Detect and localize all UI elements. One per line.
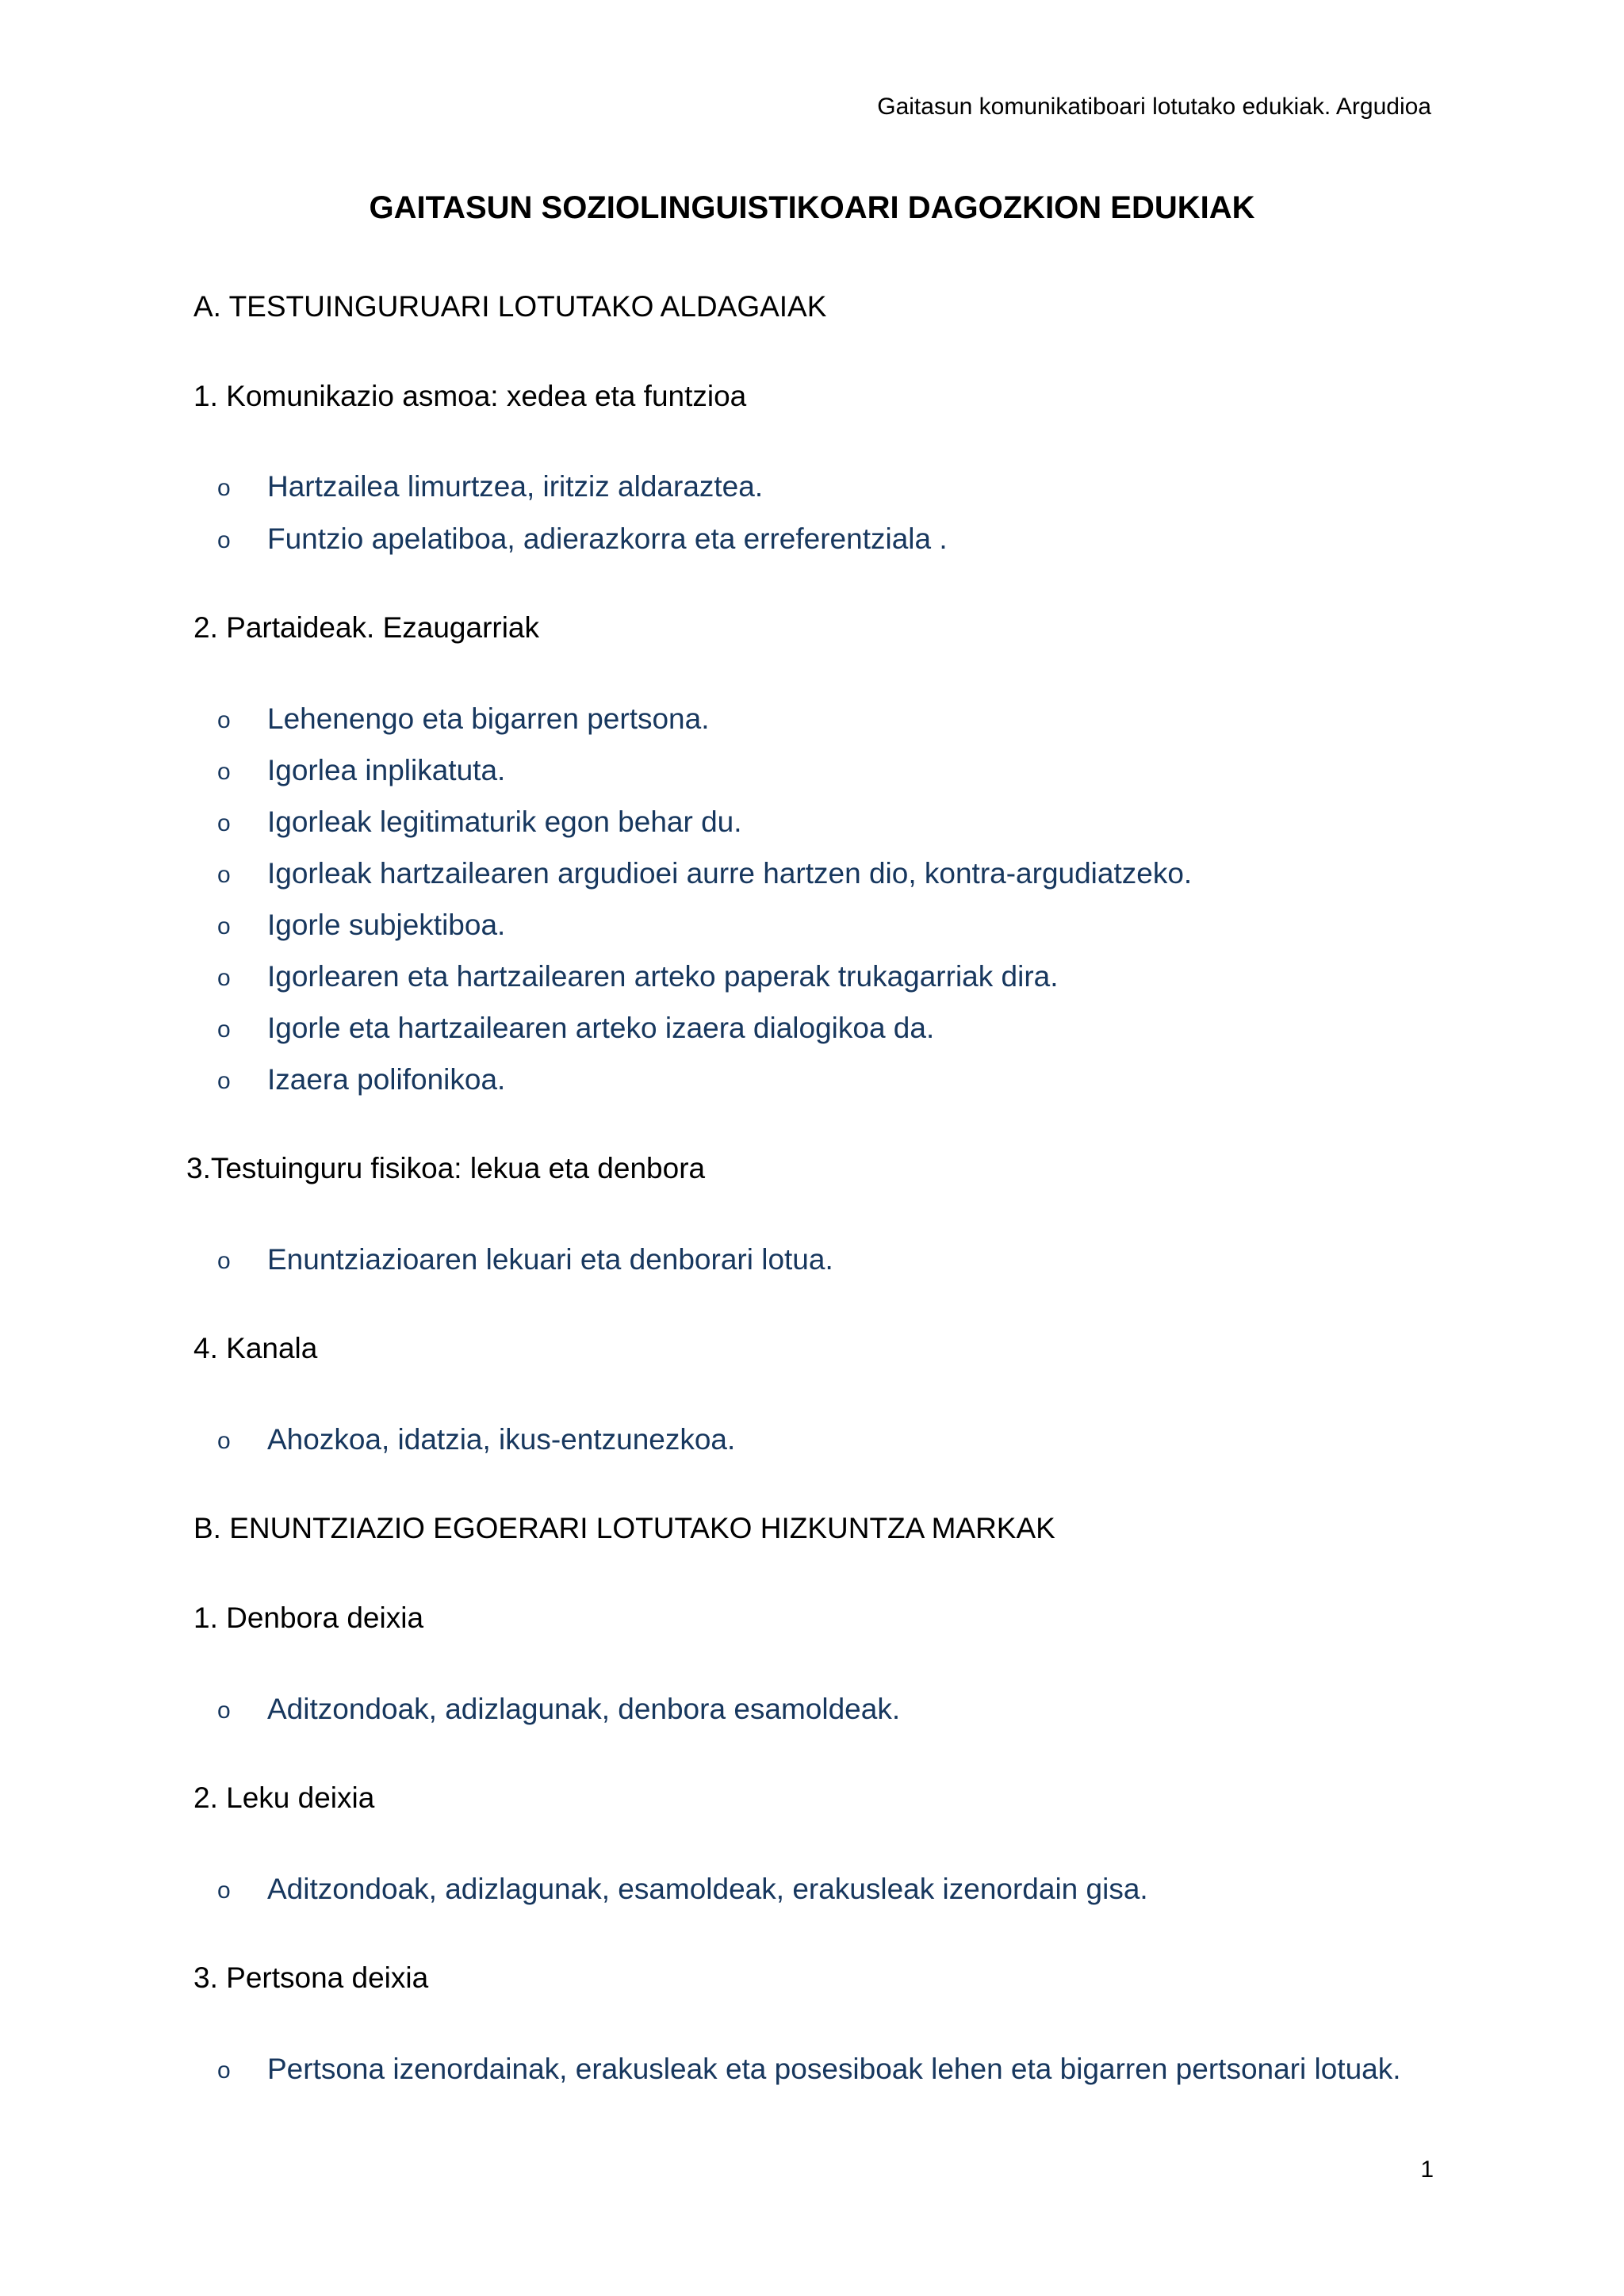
subsection-heading: 1. Komunikazio asmoa: xedea eta funtzioa xyxy=(193,380,747,412)
list-item-text: Igorleak hartzailearen argudioei aurre hartzen dio, kontra-argudiatzeko. xyxy=(267,857,1193,890)
list-item-text: Hartzailea limurtzea, iritziz aldaraztea. xyxy=(267,470,764,503)
bullet-circle-icon: o xyxy=(217,862,231,888)
list-item-text: Igorle eta hartzailearen arteko izaera dialogikoa da. xyxy=(267,1012,935,1044)
bullet-circle-icon: o xyxy=(217,1428,231,1454)
list-item-text: Ahozkoa, idatzia, ikus-entzunezkoa. xyxy=(267,1423,736,1456)
subsection-heading: 3.Testuinguru fisikoa: lekua eta denbora xyxy=(186,1152,706,1184)
document-title-text: GAITASUN SOZIOLINGUISTIKOARI DAGOZKION EDUKIAK xyxy=(369,190,1255,225)
section-b-heading: B. ENUNTZIAZIO EGOERARI LOTUTAKO HIZKUNTZA MARKAK xyxy=(193,1512,1055,1544)
bullet-circle-icon: o xyxy=(217,965,231,991)
bullet-circle-icon: o xyxy=(217,527,231,553)
list-item-text: Enuntziazioaren lekuari eta denborari lotua. xyxy=(267,1243,833,1276)
bullet-circle-icon: o xyxy=(217,913,231,939)
list-item-text: Igorle subjektiboa. xyxy=(267,909,506,941)
list-item-text: Pertsona izenordainak, erakusleak eta posesiboak lehen eta bigarren pertsonari lotuak. xyxy=(267,2053,1401,2085)
list-item-text: Igorleak legitimaturik egon behar du. xyxy=(267,806,742,838)
subsection-heading: 1. Denbora deixia xyxy=(193,1601,424,1634)
bullet-circle-icon: o xyxy=(217,707,231,733)
bullet-circle-icon: o xyxy=(217,810,231,836)
list-item-text: Igorlearen eta hartzailearen arteko paperak trukagarriak dira. xyxy=(267,960,1059,993)
list-item-text: Izaera polifonikoa. xyxy=(267,1063,506,1096)
bullet-circle-icon: o xyxy=(217,2057,231,2084)
subsection-heading: 4. Kanala xyxy=(193,1332,318,1364)
bullet-circle-icon: o xyxy=(217,1016,231,1043)
list-item-text: Lehenengo eta bigarren pertsona. xyxy=(267,702,710,735)
bullet-circle-icon: o xyxy=(217,759,231,785)
bullet-circle-icon: o xyxy=(217,1248,231,1274)
bullet-circle-icon: o xyxy=(217,1697,231,1724)
bullet-circle-icon: o xyxy=(217,1877,231,1904)
document-title xyxy=(0,190,1624,226)
list-item-text: Funtzio apelatiboa, adierazkorra eta erreferentziala . xyxy=(267,522,948,555)
section-a-heading: A. TESTUINGURUARI LOTUTAKO ALDAGAIAK xyxy=(193,290,827,323)
list-item-text: Aditzondoak, adizlagunak, esamoldeak, erakusleak izenordain gisa. xyxy=(267,1873,1148,1905)
subsection-heading: 2. Partaideak. Ezaugarriak xyxy=(193,611,540,644)
running-header: Gaitasun komunikatiboari lotutako edukiak. Argudioa xyxy=(877,94,1431,120)
subsection-heading: 3. Pertsona deixia xyxy=(193,1961,429,1994)
subsection-heading: 2. Leku deixia xyxy=(193,1781,375,1814)
list-item-text: Igorlea inplikatuta. xyxy=(267,754,506,786)
page-number: 1 xyxy=(1420,2156,1434,2183)
bullet-circle-icon: o xyxy=(217,1068,231,1094)
list-item-text: Aditzondoak, adizlagunak, denbora esamoldeak. xyxy=(267,1693,901,1725)
bullet-circle-icon: o xyxy=(217,475,231,501)
